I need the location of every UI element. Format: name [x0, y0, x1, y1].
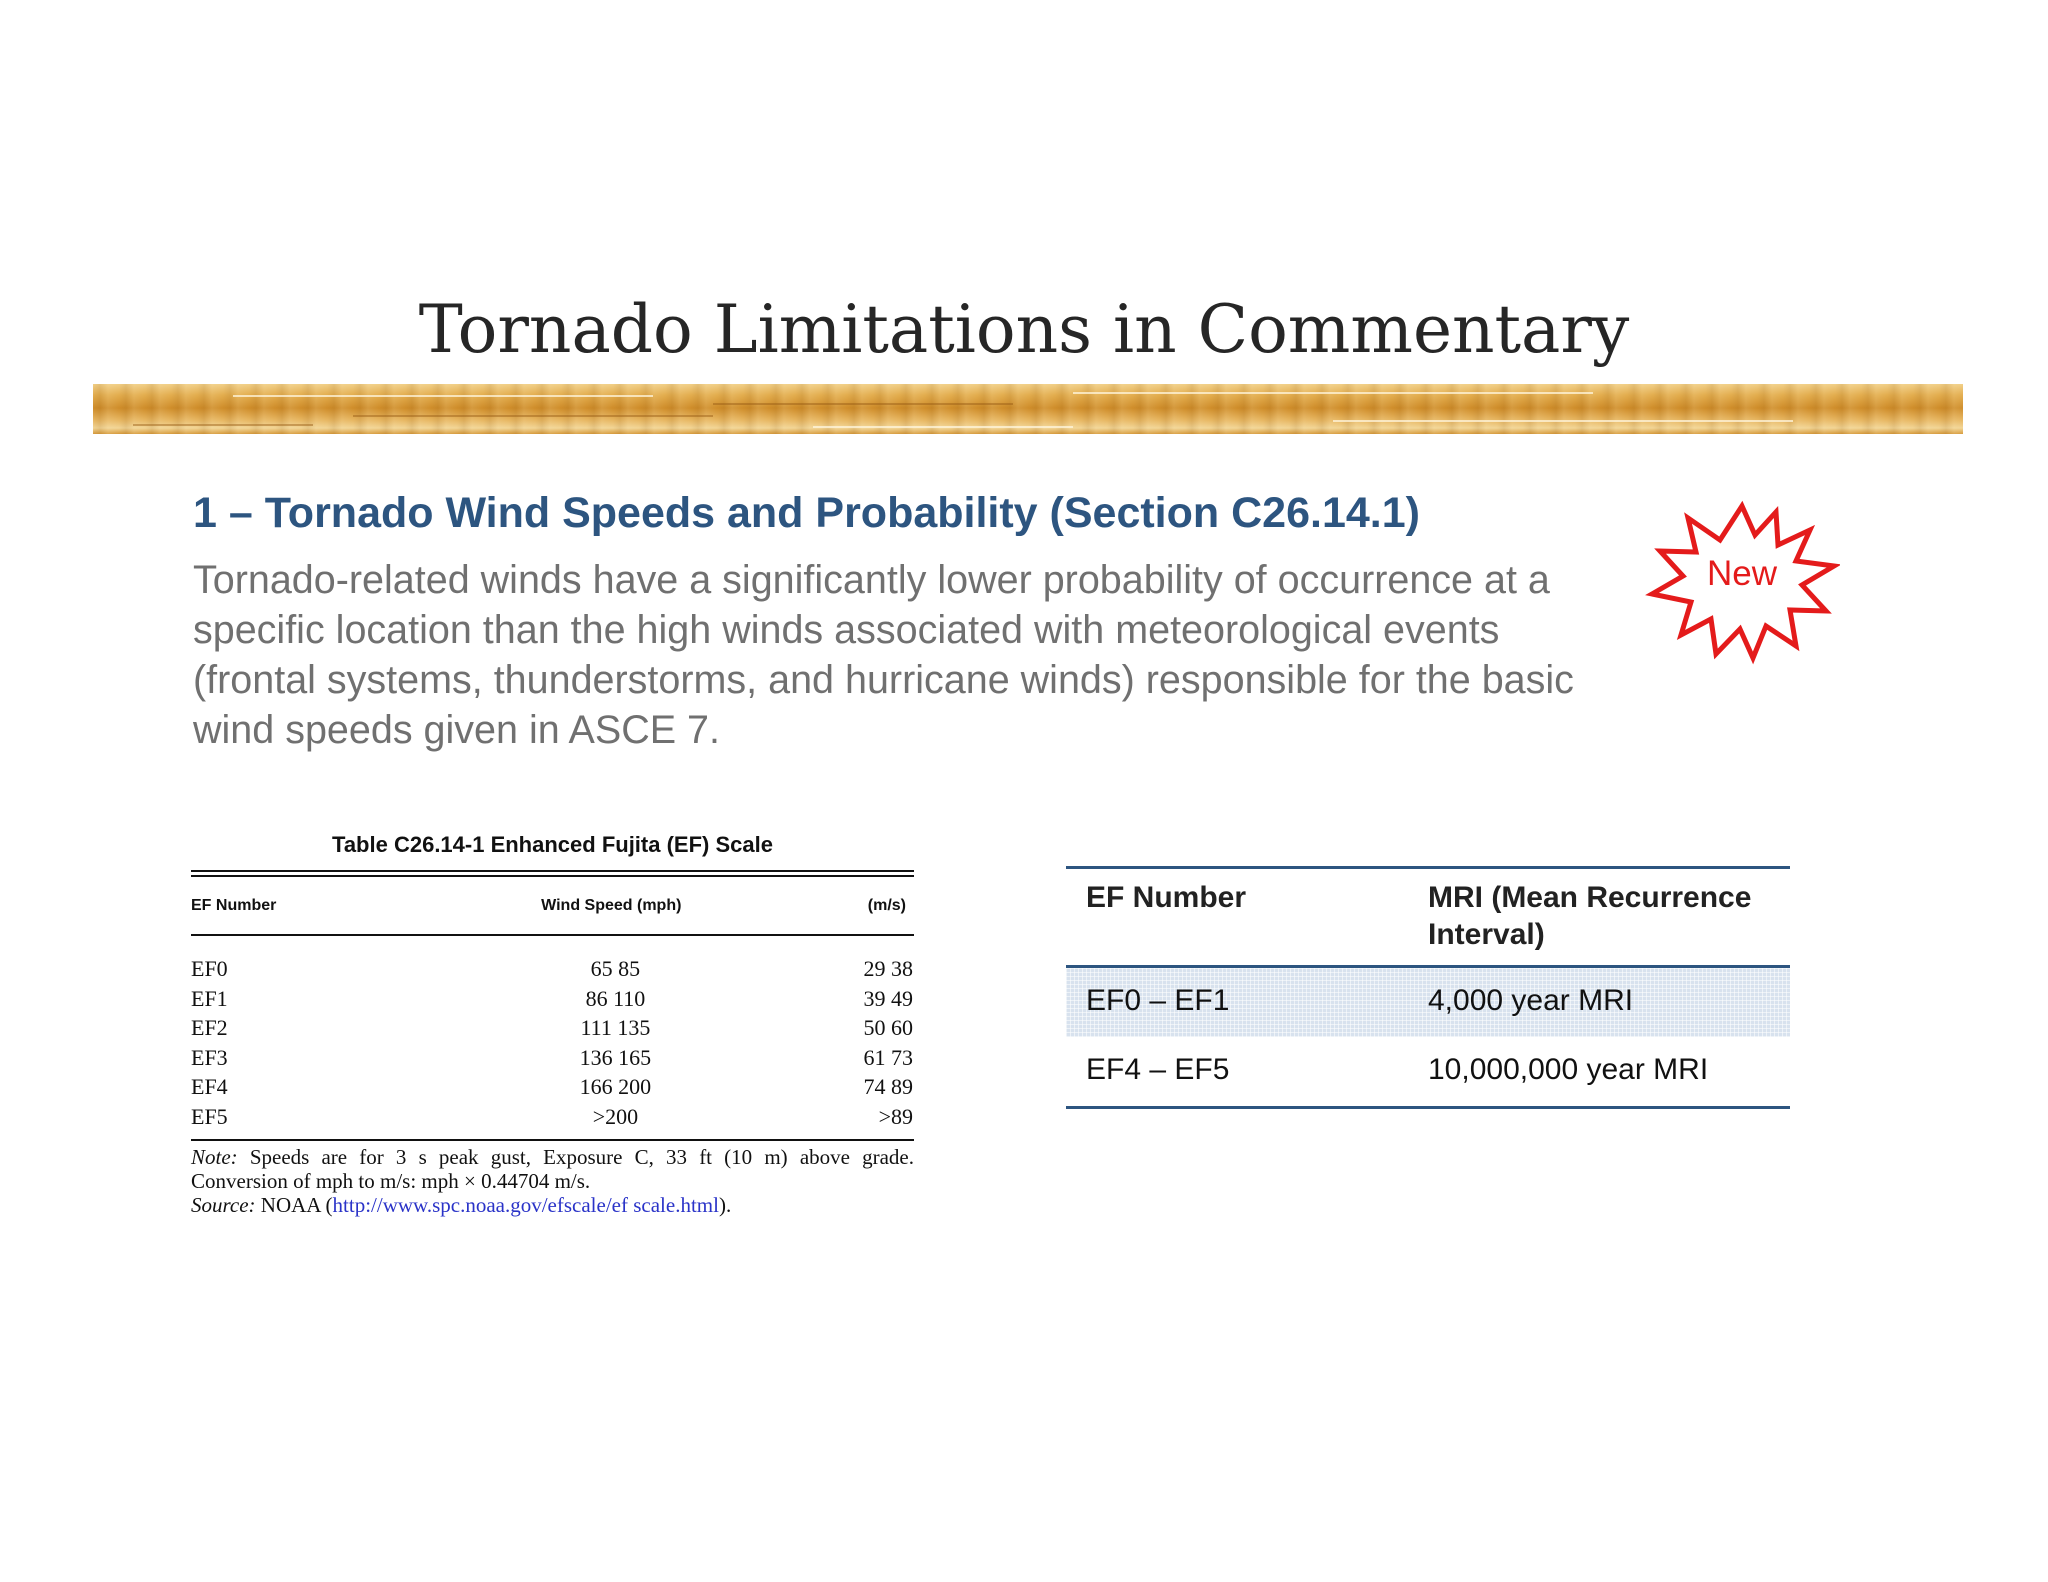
table-row	[191, 1013, 914, 1043]
ef-table-header	[191, 877, 914, 936]
mri-table-header	[1066, 869, 1790, 968]
body-paragraph: Tornado-related winds have a significantly lower probability of occurrence at a specific location than the high winds associated with meteorological events (frontal systems, thunderstorms, and hurricane winds) responsible for the basic wind speeds given in ASCE 7.	[193, 558, 1574, 752]
mri-value-cell: 4,000 year MRI	[1428, 984, 1634, 1017]
new-badge-label: New	[1706, 554, 1778, 593]
section-heading: 1 – Tornado Wind Speeds and Probability (Section C26.14.1)	[193, 489, 1420, 537]
mph-cell: 65 85	[590, 956, 641, 981]
ef-cell: EF1	[191, 985, 228, 1011]
mri-ef-cell: EF0 – EF1	[1086, 984, 1230, 1017]
table-row	[1066, 1037, 1790, 1106]
header-wind-speed-ms: (m/s)	[867, 896, 906, 914]
ef-table-caption: Table C26.14-1 Enhanced Fujita (EF) Scale	[332, 832, 773, 857]
mri-value-cell: 10,000,000 year MRI	[1428, 1053, 1709, 1086]
header-mri: MRI (Mean Recurrence Interval)	[1428, 881, 1752, 951]
ms-cell: 50 60	[863, 1015, 913, 1040]
table-top-rule	[191, 870, 914, 877]
source-end: ).	[718, 1193, 732, 1217]
note-line-2: Conversion of mph to m/s: mph × 0.44704 m/s.	[191, 1169, 591, 1193]
mph-cell: >200	[592, 1103, 639, 1129]
ms-cell: >89	[878, 1103, 913, 1129]
mri-table	[1066, 866, 1790, 1109]
mph-cell: 111 135	[580, 1015, 651, 1040]
source-link[interactable]: http://www.spc.noaa.gov/efscale/ef scale.html	[332, 1193, 719, 1217]
source-label: Source:	[191, 1193, 256, 1217]
ef-table-note	[191, 1145, 914, 1217]
ms-cell: 39 49	[863, 985, 913, 1011]
header-wind-speed-mph: Wind Speed (mph)	[541, 896, 682, 914]
table-row	[191, 954, 914, 984]
source-line	[191, 1193, 914, 1217]
mph-cell: 136 165	[579, 1044, 652, 1070]
slide-title: Tornado Limitations in Commentary	[418, 291, 1630, 368]
mph-cell: 166 200	[579, 1074, 652, 1099]
ms-cell: 29 38	[863, 956, 913, 981]
table-row	[1066, 968, 1790, 1037]
table-row	[191, 1043, 914, 1073]
note-text: Speeds are for 3 s peak gust, Exposure C, 33 ft (10 m) above grade.	[249, 1145, 915, 1169]
ef-scale-table	[191, 830, 914, 1217]
table-row	[191, 984, 914, 1014]
ef-cell: EF3	[191, 1044, 228, 1070]
note-line-1	[191, 1145, 914, 1169]
ef-cell: EF5	[191, 1103, 228, 1129]
note-label: Note:	[191, 1145, 238, 1169]
mri-ef-cell: EF4 – EF5	[1086, 1053, 1230, 1086]
mph-cell: 86 110	[585, 985, 646, 1011]
new-badge	[1644, 496, 1840, 666]
table-row	[191, 1102, 914, 1132]
source-text: NOAA (	[260, 1193, 333, 1217]
table-row	[191, 1072, 914, 1102]
wood-divider-bar	[93, 384, 1963, 434]
ef-cell: EF0	[191, 956, 228, 981]
ef-cell: EF4	[191, 1074, 228, 1099]
ms-cell: 74 89	[863, 1074, 913, 1099]
ms-cell: 61 73	[863, 1044, 913, 1070]
header-ef-number: EF Number	[191, 896, 277, 914]
header-ef-number: EF Number	[1086, 881, 1247, 914]
ef-cell: EF2	[191, 1015, 228, 1040]
ef-table-body	[191, 936, 914, 1141]
